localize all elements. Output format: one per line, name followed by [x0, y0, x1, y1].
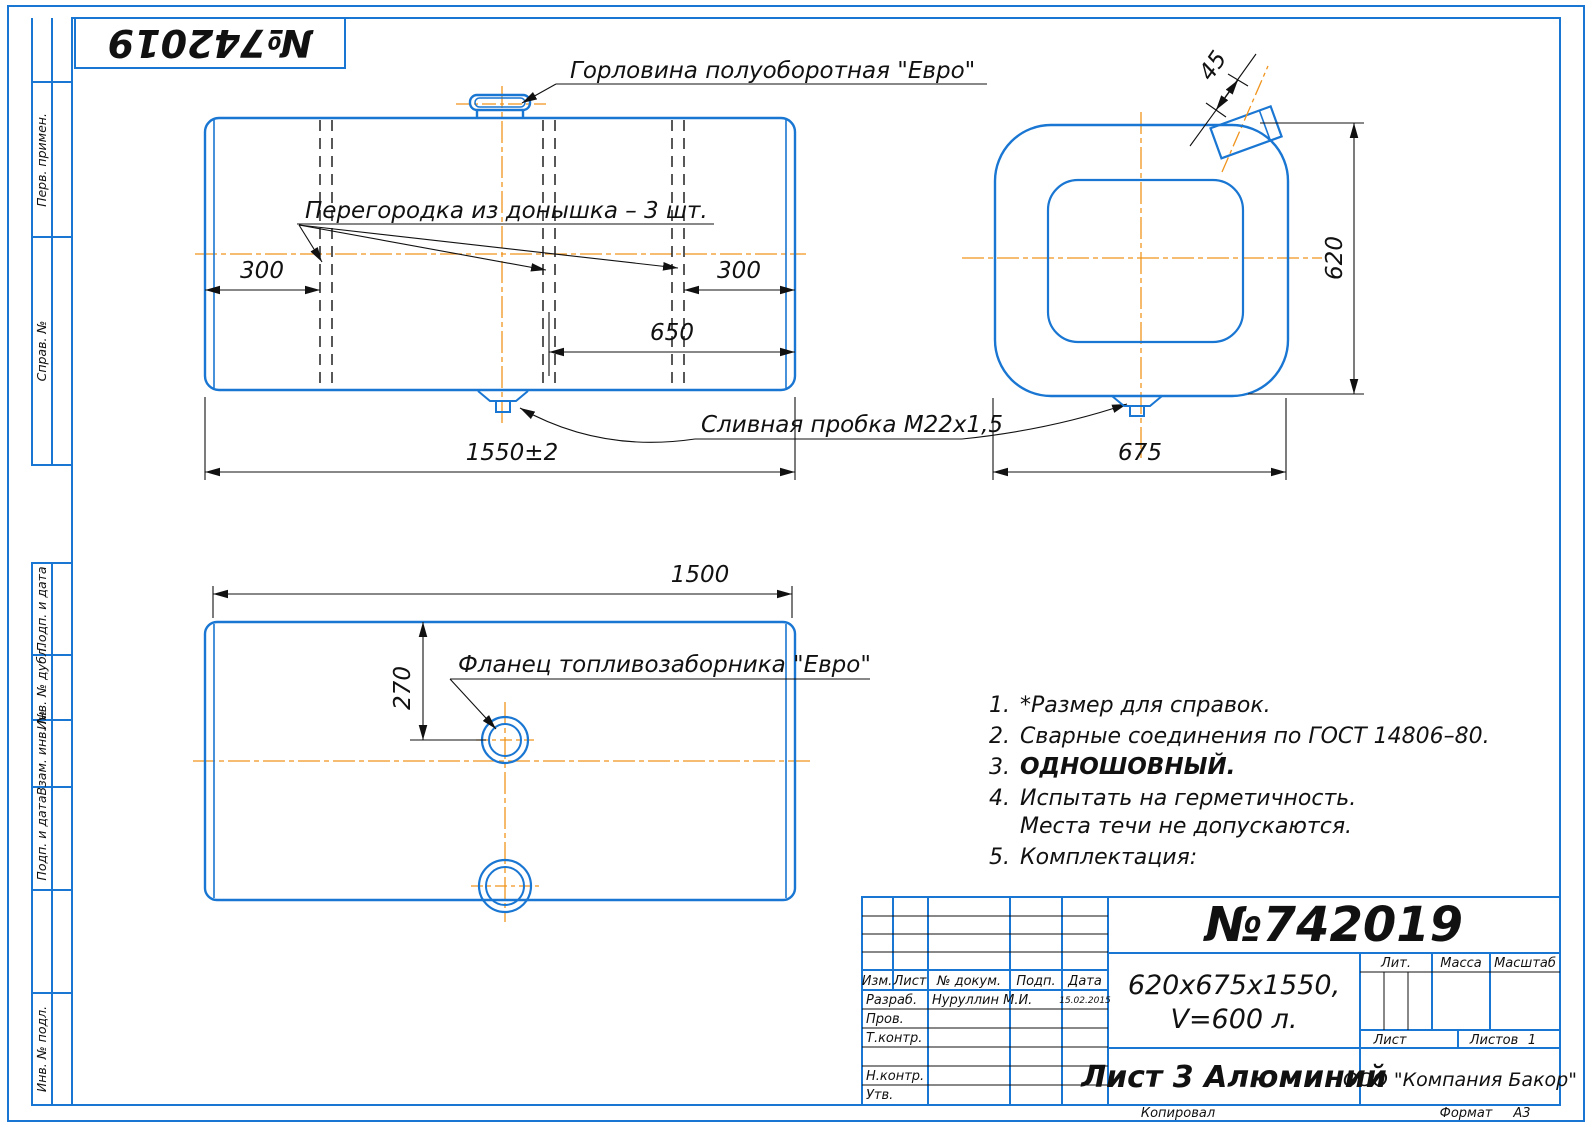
partition-label: Перегородка из донышка – 3 шт.: [305, 198, 708, 224]
row-prov: Пров.: [866, 1012, 904, 1027]
margin-label-vzam-inv: Взам. инв. №: [34, 710, 49, 796]
dim-675: 675: [1118, 440, 1162, 466]
header-masshtab: Масштаб: [1494, 956, 1556, 971]
title-block: [862, 897, 1577, 1105]
margin-label-podp-data-1: Подп. и дата: [34, 566, 49, 652]
margin-label-podp-data-2: Подп. и дата: [34, 795, 49, 881]
drain-callout: [520, 404, 1127, 442]
dim-650: 650: [650, 320, 694, 346]
note-5-num: 5.: [989, 845, 1010, 870]
neck-label: Горловина полуоборотная "Евро": [570, 58, 976, 84]
side-view: [962, 47, 1364, 480]
dim-675-group: [993, 398, 1286, 480]
dim-1500-group: [213, 562, 792, 618]
header-lit: Лит.: [1381, 956, 1411, 971]
margin-boxes: [32, 82, 72, 1105]
dim-45: 45: [1194, 46, 1233, 86]
corner-drawing-number: №742019: [107, 21, 313, 65]
tank-inner-side: [1048, 180, 1243, 342]
footer-strip: [1141, 1106, 1531, 1121]
row-tkontr: Т.контр.: [866, 1031, 923, 1046]
title-material: Лист 3 Алюминий: [1081, 1060, 1387, 1095]
title-doc-number: №742019: [1204, 897, 1464, 953]
margin-label-sprav-no: Справ. №: [34, 320, 49, 382]
note-3-num: 3.: [989, 755, 1010, 780]
bottom-view: [193, 562, 871, 922]
front-view: [195, 58, 1127, 480]
note-3-text: ОДНОШОВНЫЙ.: [1020, 754, 1236, 780]
header-list: Лист: [893, 974, 927, 989]
neck-45-dimension: [1190, 47, 1256, 146]
margin-label-perv-primen: Перв. примен.: [34, 113, 49, 207]
front-dimensions: [205, 258, 795, 480]
header-dokum: № докум.: [936, 974, 1002, 989]
title-size-line2: V=600 л.: [1170, 1004, 1298, 1035]
margin-label-inv-dubl: Инв. № дубл.: [34, 644, 49, 730]
dim-270-group: [390, 622, 486, 740]
corner-number-box: [75, 18, 345, 68]
header-podp: Подп.: [1016, 974, 1056, 989]
header-data: Дата: [1068, 974, 1102, 989]
developer-date: 15.02.2015: [1059, 996, 1111, 1006]
technical-notes: [989, 693, 1490, 870]
flange-label: Фланец топливозаборника "Евро": [458, 652, 871, 678]
footer-format-label: Формат: [1439, 1106, 1493, 1121]
note-1-text: *Размер для справок.: [1020, 693, 1271, 718]
margin-label-inv-podl: Инв. № подл.: [34, 1005, 49, 1093]
row-nkontr: Н.контр.: [866, 1069, 925, 1084]
drain-label: Сливная пробка М22х1,5: [701, 412, 1004, 438]
partition-callout: [297, 198, 714, 270]
header-massa: Масса: [1440, 956, 1482, 971]
note-1-num: 1.: [989, 693, 1010, 718]
note-2-text: Сварные соединения по ГОСТ 14806–80.: [1020, 724, 1490, 749]
developer-name: Нуруллин М.И.: [932, 993, 1033, 1008]
note-4-text: Испытать на герметичность.: [1020, 786, 1357, 811]
row-utv: Утв.: [866, 1088, 894, 1103]
title-company: ООО "Компания Бакор": [1343, 1069, 1577, 1091]
footer-copied: Копировал: [1140, 1106, 1216, 1121]
footer-format-value: А3: [1513, 1106, 1531, 1121]
note-2-num: 2.: [989, 724, 1010, 749]
filler-neck-front: [470, 95, 530, 118]
header-sheet: Лист: [1373, 1033, 1407, 1048]
dim-1500: 1500: [670, 562, 730, 588]
dim-300-right: 300: [717, 258, 761, 284]
note-4-num: 4.: [989, 786, 1010, 811]
header-izm: Изм.: [861, 974, 893, 989]
dim-1550: 1550±2: [465, 440, 559, 466]
dim-620: 620: [1322, 236, 1348, 280]
neck-callout: [522, 58, 987, 103]
note-4-cont-text: Места течи не допускаются.: [1020, 814, 1353, 839]
header-sheets: Листов: [1469, 1033, 1519, 1048]
dim-270: 270: [390, 666, 416, 710]
dim-300-left: 300: [240, 258, 284, 284]
sheets-value: 1: [1527, 1033, 1537, 1048]
title-size-line1: 620х675х1550,: [1127, 970, 1341, 1001]
row-razrab: Разраб.: [866, 993, 918, 1008]
note-5-text: Комплектация:: [1020, 845, 1198, 870]
